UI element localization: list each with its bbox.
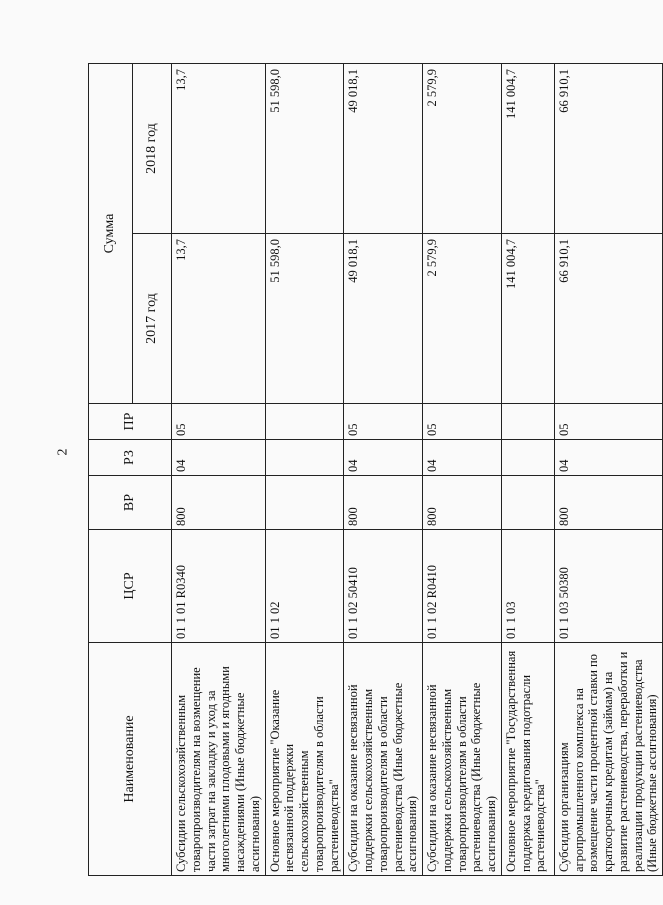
budget-table: [88, 63, 663, 876]
header-rz: РЗ: [89, 440, 172, 476]
row-csr: 01 1 03: [501, 530, 554, 643]
table-row: [501, 64, 554, 876]
header-vr: ВР: [89, 476, 172, 530]
row-csr: 01 1 03 50380: [554, 530, 662, 643]
header-name: Наименование: [89, 643, 172, 876]
row-sum-2017: 51 598,0: [265, 234, 344, 404]
row-csr: 01 1 02 50410: [344, 530, 423, 643]
row-pr: [501, 404, 554, 440]
row-pr: 05: [344, 404, 423, 440]
row-name: Субсидии на оказание несвязанной поддержки сельскохозяйственным товаропроизводителям в области растениеводства (Иные бюджетные ассигнования): [344, 643, 423, 876]
row-sum-2018: 51 598,0: [265, 64, 344, 234]
row-rz: [501, 440, 554, 476]
row-pr: [265, 404, 344, 440]
row-csr: 01 1 02: [265, 530, 344, 643]
row-name: Основное мероприятие "Оказание несвязанной поддержки сельскохозяйственным товаропроизводителям в области растениеводства": [265, 643, 344, 876]
row-csr: 01 1 01 R0340: [172, 530, 266, 643]
table-row: [344, 64, 423, 876]
row-rz: [265, 440, 344, 476]
table-row: [172, 64, 266, 876]
row-name: Субсидии организациям агропромышленного комплекса на возмещение части процентной ставки по краткосрочным кредитам (займам) на развитие растениеводства, переработки и реализации продукции растениеводства (Иные бюджетные ассигнования): [554, 643, 662, 876]
row-vr: 800: [344, 476, 423, 530]
row-sum-2017: 66 910,1: [554, 234, 662, 404]
row-rz: 04: [423, 440, 502, 476]
header-2018: 2018 год: [133, 64, 172, 234]
row-vr: [265, 476, 344, 530]
page-number: 2: [55, 448, 71, 456]
header-2017: 2017 год: [133, 234, 172, 404]
header-pr: ПР: [89, 404, 172, 440]
row-vr: 800: [172, 476, 266, 530]
row-name: Основное мероприятие "Государственная поддержка кредитования подотрасли растениеводства": [501, 643, 554, 876]
row-sum-2018: 13,7: [172, 64, 266, 234]
row-name: Субсидии сельскохозяйственным товаропроизводителям на возмещение части затрат на закладку и уход за многолетними плодовыми и ягодными насаждениями (Иные бюджетные ассигнования): [172, 643, 266, 876]
row-sum-2017: 13,7: [172, 234, 266, 404]
row-name: Субсидии на оказание несвязанной поддержки сельскохозяйственным товаропроизводителям в области растениеводства (Иные бюджетные ассигнования): [423, 643, 502, 876]
row-sum-2018: 66 910,1: [554, 64, 662, 234]
row-sum-2017: 2 579,9: [423, 234, 502, 404]
row-pr: 05: [172, 404, 266, 440]
row-vr: [501, 476, 554, 530]
row-vr: 800: [423, 476, 502, 530]
row-csr: 01 1 02 R0410: [423, 530, 502, 643]
row-sum-2018: 2 579,9: [423, 64, 502, 234]
row-pr: 05: [423, 404, 502, 440]
row-vr: 800: [554, 476, 662, 530]
header-csr: ЦСР: [89, 530, 172, 643]
table-row: [265, 64, 344, 876]
row-sum-2017: 49 018,1: [344, 234, 423, 404]
header-sum: Сумма: [89, 64, 133, 404]
budget-table-rotated: [88, 64, 660, 876]
table-row: [554, 64, 662, 876]
row-rz: 04: [172, 440, 266, 476]
row-rz: 04: [344, 440, 423, 476]
row-sum-2018: 141 004,7: [501, 64, 554, 234]
row-rz: 04: [554, 440, 662, 476]
table-row: [423, 64, 502, 876]
row-sum-2018: 49 018,1: [344, 64, 423, 234]
row-sum-2017: 141 004,7: [501, 234, 554, 404]
row-pr: 05: [554, 404, 662, 440]
